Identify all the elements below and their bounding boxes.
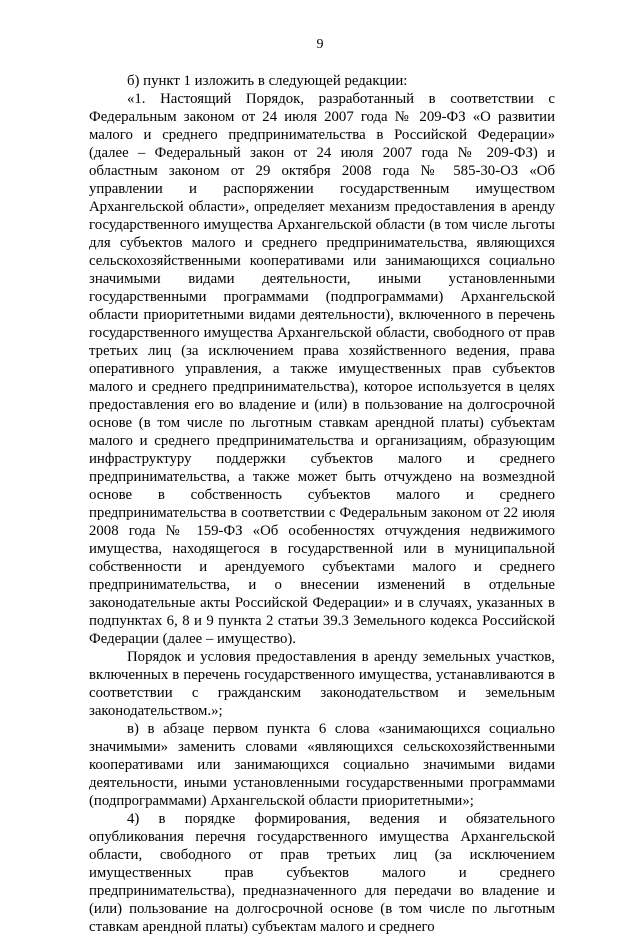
paragraph-item-4: 4) в порядке формирования, ведения и обязательного опубликования перечня государственного имущества Архангельской области, свободного от прав третьих лиц (за исключением имущественных прав субъектов малого и среднего предпринимательства), предназначенного для передачи во владение и (или) пользование на долгосрочной основе (в том числе по льготным ставкам арендной платы) субъектам малого и среднего — [89, 811, 555, 935]
document-body — [89, 72, 555, 936]
paragraph-item-b: б) пункт 1 изложить в следующей редакции: — [127, 73, 408, 89]
page-number: 9 — [316, 37, 324, 52]
paragraph-point-1-text: «1. Настоящий Порядок, разработанный в соответствии с Федеральным законом от 24 июля 2007 года № 209-ФЗ «О развитии малого и среднего предпринимательства в Российской Федерации» (далее – Федеральный закон от 24 июля 2007 года № 209-ФЗ) и областным законом от 29 октября 2008 года № 585-30-ОЗ «Об управлении и распоряжении государственным имуществом Архангельской области», определяет механизм предоставления в аренду государственного имущества Архангельской области (в том числе льготы для субъектов малого и среднего предпринимательства, являющихся сельскохозяйственными кооперативами или занимающихся социально значимыми видами деятельности, иными установленными государственными программами (подпрограммами) Архангельской области приоритетными видами деятельности), включенного в перечень государственного имущества Архангельской области, свободного от прав третьих лиц (за исключением права хозяйственного ведения, права оперативного управления, а также имущественных прав субъектов малого и среднего предпринимательства), которое используется в целях предоставления его во владение и (или) в пользование на долгосрочной основе (в том числе по льготным ставкам арендной платы) субъектам малого и среднего предпринимательства и организациям, образующим инфраструктуру поддержки субъектов малого и среднего предпринимательства, а также может быть отчуждено на возмездной основе в собственность субъектов малого и среднего предпринимательства в соответствии с Федеральным законом от 22 июля 2008 года № 159-ФЗ «Об особенностях отчуждения недвижимого имущества, находящегося в государственной или в муниципальной собственности и арендуемого субъектами малого и среднего предпринимательства, и о внесении изменений в отдельные законодательные акты Российской Федерации» и в случаях, указанных в подпунктах 6, 8 и 9 пункта 2 статьи 39.3 Земельного кодекса Российской Федерации (далее – имущество). — [89, 91, 555, 647]
paragraph-item-v: в) в абзаце первом пункта 6 слова «занимающихся социально значимыми» заменить словами «являющихся сельскохозяйственными кооперативами или занимающихся социально значимыми видами деятельности, иными установленными государственными программами (подпрограммами) Архангельской области приоритетными»; — [89, 721, 555, 809]
paragraph-land-plots: Порядок и условия предоставления в аренду земельных участков, включенных в перечень государственного имущества, устанавливаются в соответствии с гражданским законодательством и земельным законодательством.»; — [89, 649, 555, 719]
